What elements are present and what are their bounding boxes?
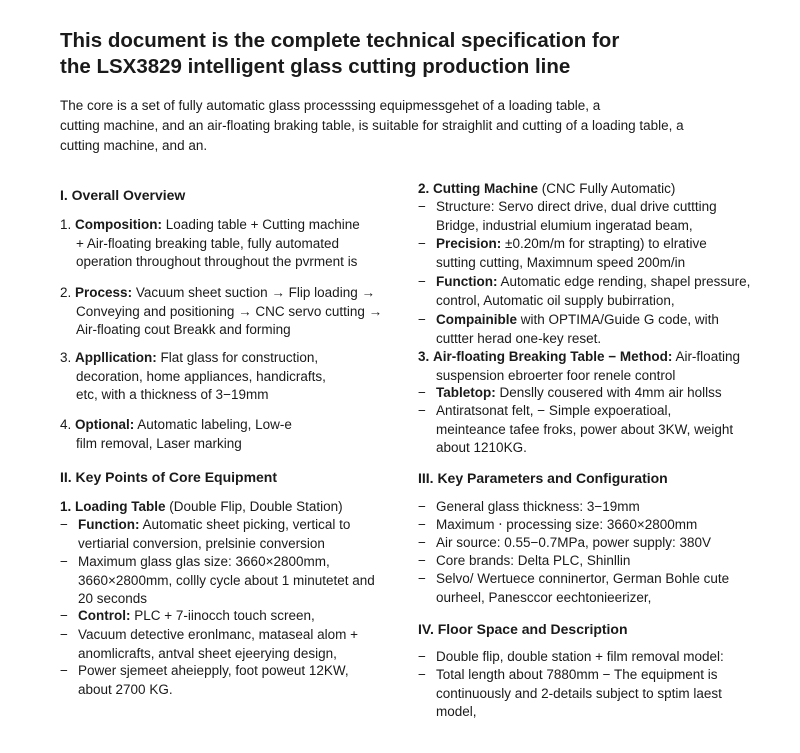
bullet-line: Vacuum detective eronlmanc, mataseal alom +	[78, 627, 359, 642]
loading-bullet-control	[60, 607, 400, 626]
item-number: 2.	[60, 285, 72, 300]
loading-table-heading	[60, 498, 343, 516]
bullet-line: model,	[436, 704, 477, 719]
sub-label: Air-floating Breaking Table − Method:	[433, 349, 673, 364]
item-line: etc, with a thickness of 3−19mm	[76, 387, 269, 402]
item-label: Process:	[75, 285, 133, 300]
bullet-line: meinteance tafee froks, power about 3KW, weight	[436, 421, 734, 437]
bullet-label: Tabletop:	[436, 385, 496, 400]
intro-paragraph	[60, 96, 700, 156]
sub-plain: Air-floating	[675, 349, 740, 364]
bullet-label: Control:	[78, 608, 131, 623]
section-1-heading: I. Overall Overview	[60, 187, 186, 203]
intro-line-2: cutting machine, and an air-floating braking table, is suitable for straighlit and cutting of a loading table, a	[60, 118, 684, 133]
item-label: Appllication:	[75, 350, 157, 365]
bullet-line: Maximum glass glas size: 3660×2800mm,	[78, 554, 330, 569]
param-bullet-thickness	[418, 498, 763, 517]
bullet-line: control, Automatic oil supply bubirration,	[436, 292, 675, 308]
sub-label: Cutting Machine	[433, 181, 539, 196]
bullet-line: 20 seconds	[78, 591, 148, 606]
bullet-line: about 1210KG.	[436, 440, 527, 455]
document-title	[60, 28, 680, 80]
overview-item-application	[60, 349, 390, 405]
cutting-bullet-structure	[418, 198, 763, 235]
item-line: Conveying and positioning → CNC servo cutting →	[76, 303, 383, 319]
sub-number: 3.	[418, 349, 430, 364]
cutting-bullet-precision	[418, 235, 763, 272]
item-line: Vacuum sheet suction → Flip loading →	[135, 285, 375, 300]
bullet-line: Automatic edge rending, shapel pressure,	[500, 274, 751, 289]
bullet-line: Total length about 7880mm − The equipment is	[436, 667, 718, 682]
section-4-heading: IV. Floor Space and Description	[418, 621, 628, 637]
bullet-line: Denslly cousered with 4mm air hollss	[499, 385, 722, 400]
bullet-dash: −	[60, 627, 68, 642]
bullet-line: 3660×2800mm, collly cycle about 1 minutetet and	[78, 572, 375, 588]
param-bullet-core-brands	[418, 552, 763, 571]
param-bullet-air-source	[418, 534, 763, 553]
air-floating-table-heading	[418, 348, 763, 385]
item-line: decoration, home appliances, handicrafts,	[76, 368, 326, 384]
item-line: Automatic labeling, Low-e	[137, 417, 292, 432]
param-bullet-max-size	[418, 516, 763, 535]
bullet-dash: −	[418, 274, 426, 289]
bullet-line: Antiratsonat felt, − Simple expoeratioal,	[436, 403, 672, 418]
item-line: Flat glass for construction,	[160, 350, 319, 365]
title-line-1: This document is the complete technical specification for	[60, 29, 620, 52]
item-line: film removal, Laser marking	[76, 435, 242, 451]
bullet-dash: −	[418, 517, 426, 532]
item-line: + Air-floating breaking table, fully automated	[76, 235, 340, 251]
title-line-2: the LSX3829 intelligent glass cutting production line	[60, 55, 571, 78]
cutting-bullet-compatible	[418, 311, 763, 348]
item-number: 1.	[60, 217, 72, 232]
bullet-dash: −	[418, 199, 426, 214]
intro-line-1: The core is a set of fully automatic glass processsing equipmessgehet of a loading table, a	[60, 98, 601, 113]
bullet-line: Air source: 0.55−0.7MPa, power supply: 380V	[436, 535, 712, 550]
param-bullet-servo	[418, 570, 763, 607]
bullet-dash: −	[418, 312, 426, 327]
item-line: Air-floating cout Breakk and forming	[76, 322, 291, 337]
sub-label: Loading Table	[75, 499, 166, 514]
bullet-dash: −	[60, 608, 68, 623]
bullet-prefix: Structure:	[436, 199, 495, 214]
bullet-line: anomlicrafts, antval sheet ejeerying design,	[78, 645, 337, 661]
item-number: 3.	[60, 350, 72, 365]
bullet-line: with OPTIMA/Guide G code, with	[520, 312, 719, 327]
intro-line-3: cutting machine, and an.	[60, 138, 208, 153]
bullet-line: Power sjemeet aheiepply, foot poweut 12KW,	[78, 663, 349, 678]
bullet-label: Function:	[436, 274, 498, 289]
overview-item-composition	[60, 216, 390, 272]
sub-line-2: suspension ebroerter foor renele control	[436, 367, 676, 383]
bullet-dash: −	[418, 667, 426, 682]
bullet-line: ±0.20m/m for strapting) to elrative	[505, 236, 707, 251]
air-bullet-felt	[418, 402, 763, 458]
cutting-machine-heading	[418, 180, 675, 198]
bullet-line: PLC + 7-iinocch touch screen,	[134, 608, 315, 623]
item-label: Composition:	[75, 217, 163, 232]
bullet-line: about 2700 KG.	[78, 681, 173, 697]
bullet-dash: −	[418, 385, 426, 400]
section-3-heading: III. Key Parameters and Configuration	[418, 470, 668, 486]
bullet-line: cuttter herad one-key reset.	[436, 330, 602, 346]
bullet-label: Compainible	[436, 312, 518, 327]
bullet-dash: −	[418, 403, 426, 418]
bullet-label: Precision:	[436, 236, 502, 251]
bullet-dash: −	[60, 554, 68, 569]
bullet-dash: −	[60, 663, 68, 678]
bullet-dash: −	[60, 517, 68, 532]
loading-bullet-glass-size	[60, 553, 400, 609]
bullet-line: Servo direct drive, dual drive cuttting	[498, 199, 717, 214]
bullet-line: continuously and 2-details subject to sptim laest	[436, 685, 722, 701]
bullet-line: vertiarial conversion, prelsinie conversion	[78, 535, 325, 551]
overview-item-process	[60, 284, 400, 340]
loading-bullet-power	[60, 662, 400, 699]
bullet-label: Function:	[78, 517, 140, 532]
floor-bullet-model	[418, 648, 763, 667]
item-number: 4.	[60, 417, 72, 432]
bullet-line: sutting cutting, Maximnum speed 200m/in	[436, 254, 686, 270]
bullet-dash: −	[418, 553, 426, 568]
bullet-line: Selvo/ Wertuece conninertor, German Bohle cute	[436, 571, 730, 586]
bullet-line: Double flip, double station + film removal model:	[436, 649, 724, 664]
bullet-line: Maximum ‧ processing size: 3660×2800mm	[436, 517, 698, 532]
item-line: Loading table + Cutting machine	[165, 217, 360, 232]
bullet-dash: −	[418, 236, 426, 251]
bullet-line: Bridge, industrial elumium ingeratad beam,	[436, 217, 693, 233]
bullet-line: General glass thickness: 3−19mm	[436, 499, 640, 514]
bullet-line: ourheel, Panesccor eechtonieerizer,	[436, 589, 652, 605]
overview-item-optional	[60, 416, 390, 453]
sub-number: 2.	[418, 181, 430, 196]
item-line: operation throughout throughout the pvrment is	[76, 254, 358, 269]
bullet-line: Automatic sheet picking, vertical to	[142, 517, 351, 532]
loading-bullet-vacuum	[60, 626, 400, 663]
sub-number: 1.	[60, 499, 72, 514]
sub-plain: (CNC Fully Automatic)	[541, 181, 676, 196]
section-2-heading: II. Key Points of Core Equipment	[60, 469, 278, 485]
bullet-dash: −	[418, 499, 426, 514]
item-label: Optional:	[75, 417, 135, 432]
bullet-dash: −	[418, 535, 426, 550]
cutting-bullet-function	[418, 273, 763, 310]
air-bullet-tabletop	[418, 384, 763, 403]
floor-bullet-length	[418, 666, 763, 722]
bullet-line: Core brands: Delta PLC, Shinllin	[436, 553, 631, 568]
bullet-dash: −	[418, 571, 426, 586]
loading-bullet-function	[60, 516, 400, 553]
bullet-dash: −	[418, 649, 426, 664]
sub-plain: (Double Flip, Double Station)	[169, 499, 343, 514]
